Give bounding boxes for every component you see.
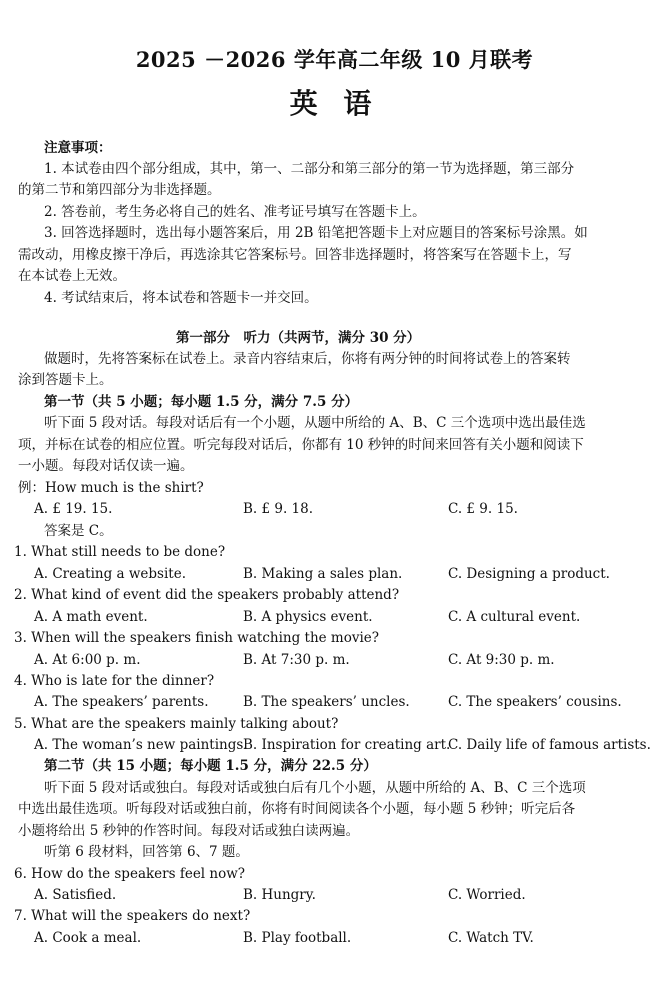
section2-instr-line-1: 听下面 5 段对话或独白。每段对话或独白后有几个小题，从题中所给的 A、B、C 三个选项 bbox=[44, 780, 586, 796]
question-7: 7. What will the speakers do next? bbox=[14, 908, 251, 924]
notice-item-1-line-1: 1. 本试卷由四个部分组成，其中，第一、二部分和第三部分的第一节为选择题，第三部分 bbox=[44, 161, 575, 177]
notice-item-3-line-3: 在本试卷上无效。 bbox=[18, 268, 126, 284]
question-3-option-c: C. At 9:30 p. m. bbox=[448, 652, 555, 668]
section1-instr-line-1: 听下面 5 段对话。每段对话后有一个小题，从题中所给的 A、B、C 三个选项中选出最佳选 bbox=[44, 415, 586, 431]
part1-intro-line-2: 涂到答题卡上。 bbox=[18, 372, 113, 388]
exam-title: 2025 －2026 学年高二年级 10 月联考 bbox=[135, 47, 534, 72]
question-1-option-a: A. Creating a website. bbox=[34, 566, 187, 582]
question-5-option-c: C. Daily life of famous artists. bbox=[448, 737, 651, 753]
question-4-option-b: B. The speakers’ uncles. bbox=[243, 694, 410, 710]
notice-item-3-line-2: 需改动，用橡皮擦干净后，再选涂其它答案标号。回答非选择题时，将答案写在答题卡上，写 bbox=[18, 247, 572, 263]
question-1-option-b: B. Making a sales plan. bbox=[243, 566, 403, 582]
material-6-instruction: 听第 6 段材料，回答第 6、7 题。 bbox=[44, 844, 249, 860]
notice-heading: 注意事项： bbox=[44, 140, 112, 156]
example-question: 例：How much is the shirt? bbox=[18, 480, 204, 496]
example-option-a: A. £ 19. 15. bbox=[34, 501, 113, 517]
question-6-option-c: C. Worried. bbox=[448, 887, 526, 903]
question-7-option-a: A. Cook a meal. bbox=[34, 930, 142, 946]
question-6-option-a: A. Satisfied. bbox=[34, 887, 117, 903]
subject-title: 英 语 bbox=[289, 87, 380, 120]
question-3-option-a: A. At 6:00 p. m. bbox=[34, 652, 141, 668]
notice-item-2: 2. 答卷前，考生务必将自己的姓名、准考证号填写在答题卡上。 bbox=[44, 204, 426, 220]
question-6-option-b: B. Hungry. bbox=[243, 887, 316, 903]
question-6: 6. How do the speakers feel now? bbox=[14, 866, 246, 882]
part1-heading: 第一部分 听力（共两节，满分 30 分） bbox=[176, 330, 421, 346]
section2-instr-line-3: 小题将给出 5 秒钟的作答时间。每段对话或独白读两遍。 bbox=[18, 823, 360, 839]
question-2-option-b: B. A physics event. bbox=[243, 609, 373, 625]
question-4-option-a: A. The speakers’ parents. bbox=[34, 694, 209, 710]
section1-heading: 第一节（共 5 小题；每小题 1.5 分，满分 7.5 分） bbox=[44, 394, 359, 410]
question-2-option-a: A. A math event. bbox=[34, 609, 148, 625]
notice-item-4: 4. 考试结束后，将本试卷和答题卡一并交回。 bbox=[44, 290, 318, 306]
section1-instr-line-3: 一小题。每段对话仅读一遍。 bbox=[18, 458, 194, 474]
question-3: 3. When will the speakers finish watching the movie? bbox=[14, 630, 380, 646]
example-option-b: B. £ 9. 18. bbox=[243, 501, 314, 517]
example-answer: 答案是 C。 bbox=[44, 523, 113, 539]
question-2-option-c: C. A cultural event. bbox=[448, 609, 581, 625]
notice-item-1-line-2: 的第二节和第四部分为非选择题。 bbox=[18, 182, 221, 198]
question-2: 2. What kind of event did the speakers probably attend? bbox=[14, 587, 400, 603]
section1-instr-line-2: 项，并标在试卷的相应位置。听完每段对话后，你都有 10 秒钟的时间来回答有关小题和阅读下 bbox=[18, 437, 584, 453]
question-5: 5. What are the speakers mainly talking about? bbox=[14, 716, 339, 732]
question-5-option-b: B. Inspiration for creating art. bbox=[243, 737, 451, 753]
part1-intro-line-1: 做题时，先将答案标在试卷上。录音内容结束后，你将有两分钟的时间将试卷上的答案转 bbox=[44, 351, 571, 367]
question-4-option-c: C. The speakers’ cousins. bbox=[448, 694, 622, 710]
question-1-option-c: C. Designing a product. bbox=[448, 566, 610, 582]
question-7-option-b: B. Play football. bbox=[243, 930, 352, 946]
section2-instr-line-2: 中选出最佳选项。听每段对话或独白前，你将有时间阅读各个小题，每小题 5 秒钟；听完后各 bbox=[18, 801, 576, 817]
question-4: 4. Who is late for the dinner? bbox=[14, 673, 215, 689]
section2-heading: 第二节（共 15 小题；每小题 1.5 分，满分 22.5 分） bbox=[44, 758, 377, 774]
notice-item-3-line-1: 3. 回答选择题时，选出每小题答案后，用 2B 铅笔把答题卡上对应题目的答案标号涂黑。如 bbox=[44, 225, 588, 241]
question-5-option-a: A. The woman’s new paintings. bbox=[34, 737, 248, 753]
question-1: 1. What still needs to be done? bbox=[14, 544, 226, 560]
example-option-c: C. £ 9. 15. bbox=[448, 501, 518, 517]
question-7-option-c: C. Watch TV. bbox=[448, 930, 534, 946]
question-3-option-b: B. At 7:30 p. m. bbox=[243, 652, 350, 668]
